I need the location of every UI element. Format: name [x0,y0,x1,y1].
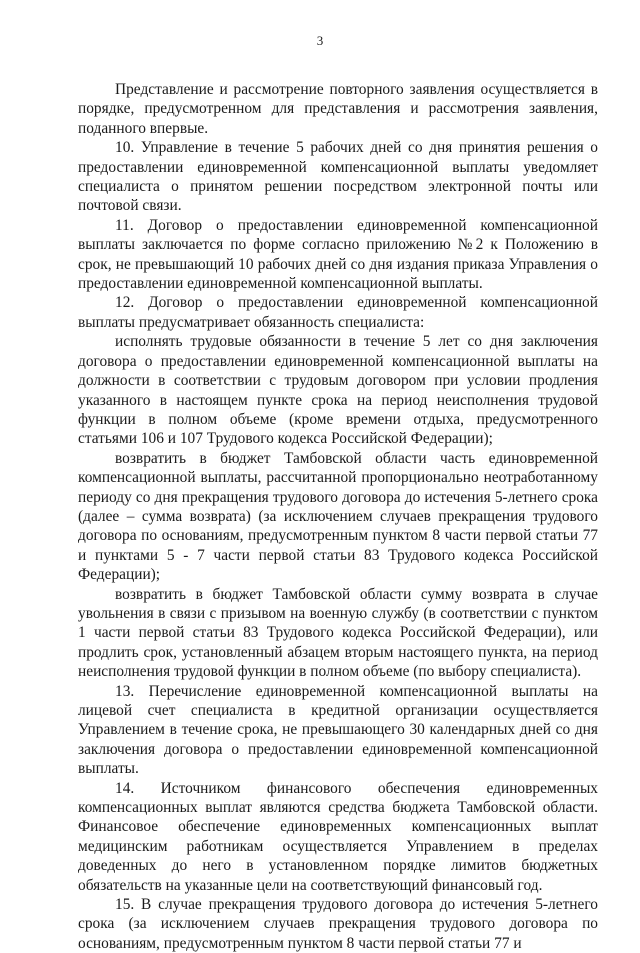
document-body [78,80,598,953]
paragraph-item-15: 15. В случае прекращения трудового договора до истечения 5-летнего срока (за исключением случаев прекращения трудового договора по основаниям, предусмотренным пунктом 8 части первой статьи 77 и [78,896,598,952]
paragraph-item-12: 12. Договор о предоставлении единовременной компенсационной выплаты предусматривает обязанность специалиста: [78,294,598,331]
paragraph-item-13: 13. Перечисление единовременной компенсационной выплаты на лицевой счет специалиста в кредитной организации осуществляется Управлением в течение срока, не превышающего 30 календарных дней со дня заключения договора о предоставлении единовременной компенсационной выплаты. [78,682,598,778]
paragraph-item-10: 10. Управление в течение 5 рабочих дней со дня принятия решения о предоставлении единовременной компенсационной выплаты уведомляет специалиста о принятом решении посредством электронной почты или почтовой связи. [78,139,598,215]
paragraph-obligation-return-military: возвратить в бюджет Тамбовской области сумму возврата в случае увольнения в связи с призывом на военную службу (в соответствии с пунктом 1 части первой статьи 83 Трудового кодекса Российской Федерации), или продлить срок, установленный абзацем вторым настоящего пункта, на период неисполнения трудовой функции в полном объеме (по выбору специалиста). [78,585,598,681]
paragraph-obligation-return-part: возвратить в бюджет Тамбовской области часть единовременной компенсационной выплаты, рассчитанной пропорционально неотработанному периоду со дня прекращения трудового договора до истечения 5-летнего срока (далее – сумма возврата) (за исключением случаев прекращения трудового договора по основаниям, предусмотренным пунктом 8 части первой статьи 77 и пунктами 5 - 7 части первой статьи 83 Трудового кодекса Российской Федерации); [78,449,598,584]
paragraph-obligation-work: исполнять трудовые обязанности в течение 5 лет со дня заключения договора о предоставлении единовременной компенсационной выплаты на должности в соответствии с трудовым договором при условии продления указанного в настоящем пункте срока на период неисполнения трудовой функции в полном объеме (кроме времени отдыха, предусмотренного статьями 106 и 107 Трудового кодекса Российской Федерации); [78,333,598,448]
page-number: 3 [316,33,324,48]
paragraph-repeat-application: Представление и рассмотрение повторного заявления осуществляется в порядке, предусмотренном для представления и рассмотрения заявления, поданного впервые. [78,81,598,137]
paragraph-item-14: 14. Источником финансового обеспечения единовременных компенсационных выплат являются средства бюджета Тамбовской области. Финансовое обеспечение единовременных компенсационных выплат медицинским работникам осуществляется Управлением в пределах доведенных до него в установленном порядке лимитов бюджетных обязательств на указанные цели на соответствующий финансовый год. [78,779,598,894]
paragraph-item-11: 11. Договор о предоставлении единовременной компенсационной выплаты заключается по форме согласно приложению №2 к Положению в срок, не превышающий 10 рабочих дней со дня издания приказа Управления о предоставлении единовременной компенсационной выплаты. [78,216,598,293]
